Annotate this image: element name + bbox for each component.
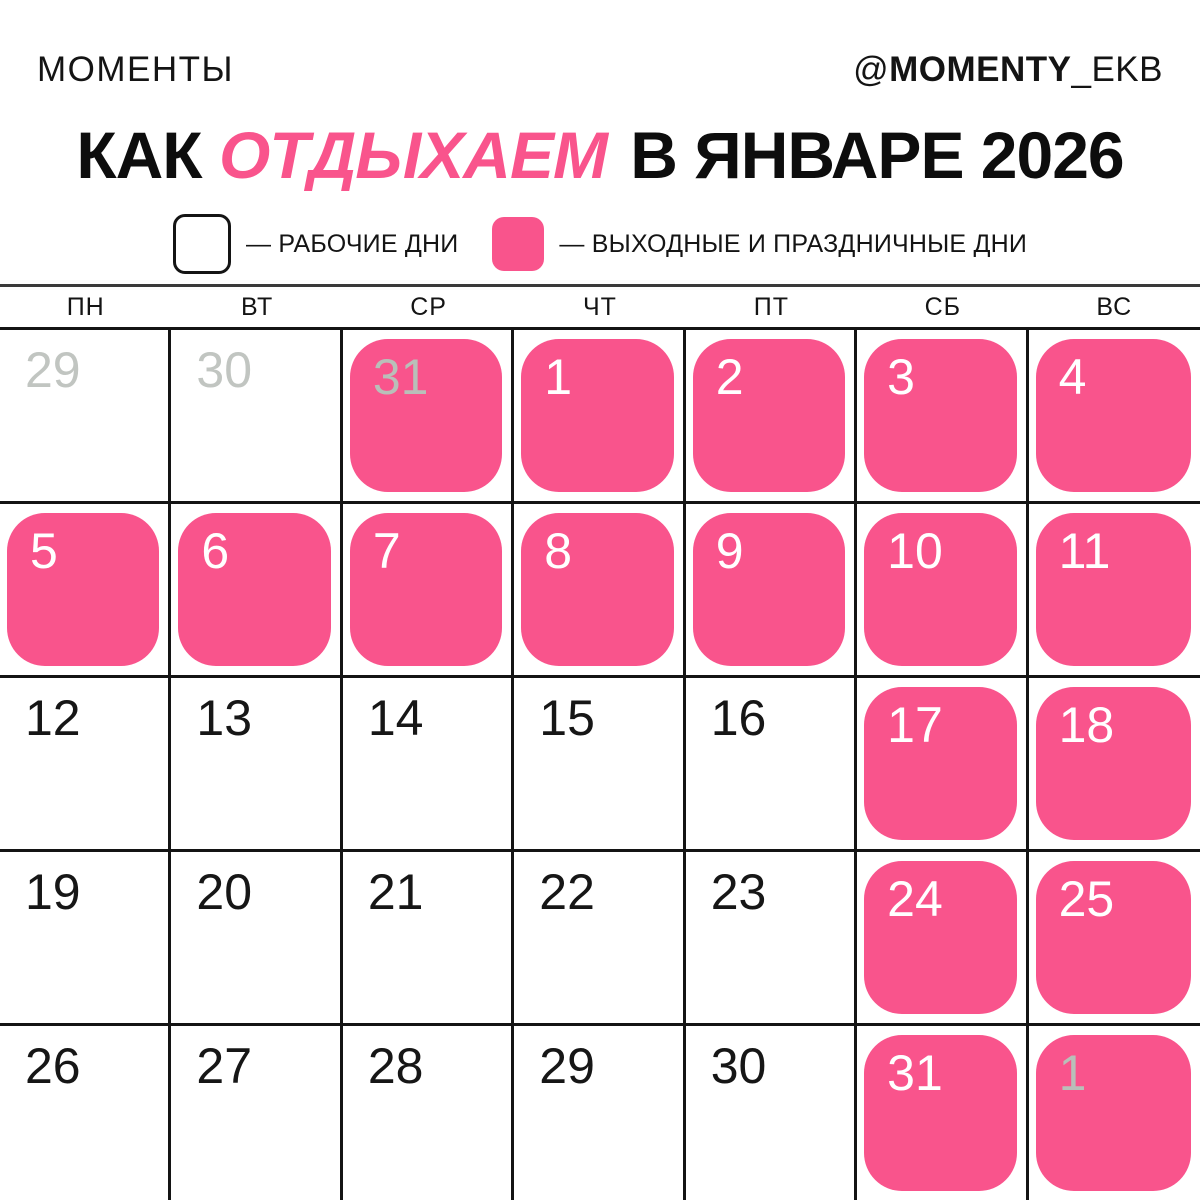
top-bar bbox=[37, 50, 1163, 90]
handle-at-sign: @ bbox=[853, 50, 890, 89]
weekday-label-sun: ВС bbox=[1096, 292, 1133, 321]
day-cell bbox=[686, 504, 857, 678]
day-cell bbox=[514, 852, 685, 1026]
handle-name: MOMENTY bbox=[889, 50, 1072, 89]
day-cell bbox=[514, 330, 685, 504]
day-number: 2 bbox=[715, 349, 744, 405]
holiday-highlight bbox=[7, 513, 159, 666]
day-cell bbox=[1029, 678, 1200, 852]
day-cell bbox=[171, 1026, 342, 1200]
holiday-swatch bbox=[492, 217, 544, 271]
holiday-highlight bbox=[864, 1035, 1016, 1191]
day-cell bbox=[171, 504, 342, 678]
day-number: 20 bbox=[196, 864, 253, 920]
day-number: 7 bbox=[372, 523, 401, 579]
holiday-highlight bbox=[1036, 687, 1191, 840]
day-cell bbox=[514, 1026, 685, 1200]
title-highlight: ОТДЫХАЕМ bbox=[218, 118, 607, 192]
day-cell bbox=[857, 852, 1028, 1026]
weekday-label-fri: ПТ bbox=[753, 292, 790, 321]
day-number: 1 bbox=[544, 349, 573, 405]
weekday-label-mon: ПН bbox=[66, 292, 105, 321]
day-cell bbox=[686, 330, 857, 504]
calendar-grid bbox=[0, 327, 1200, 1200]
day-number: 4 bbox=[1058, 349, 1087, 405]
day-number: 29 bbox=[539, 1038, 595, 1094]
holiday-highlight bbox=[1036, 339, 1191, 492]
day-number: 3 bbox=[887, 349, 915, 405]
social-handle bbox=[853, 50, 1163, 90]
day-cell bbox=[514, 504, 685, 678]
day-cell bbox=[0, 1026, 171, 1200]
legend-item-workdays bbox=[173, 214, 458, 274]
day-number: 25 bbox=[1058, 871, 1115, 927]
day-cell bbox=[1029, 852, 1200, 1026]
weekday-label-tue: ВТ bbox=[240, 292, 274, 321]
title-lead: КАК bbox=[76, 118, 202, 192]
day-number: 11 bbox=[1058, 523, 1111, 579]
holiday-highlight bbox=[1036, 1035, 1191, 1191]
day-number: 24 bbox=[887, 871, 943, 927]
weekday-label-sat: СБ bbox=[924, 292, 962, 321]
workday-swatch bbox=[173, 214, 231, 274]
holiday-highlight bbox=[350, 339, 502, 492]
day-cell bbox=[343, 330, 514, 504]
day-cell bbox=[857, 1026, 1028, 1200]
day-number: 21 bbox=[367, 864, 424, 920]
day-cell bbox=[857, 504, 1028, 678]
day-number: 10 bbox=[887, 523, 943, 579]
day-number: 30 bbox=[710, 1038, 767, 1094]
page-title bbox=[0, 118, 1200, 192]
day-number: 8 bbox=[544, 523, 573, 579]
weekday-header-row bbox=[0, 287, 1200, 327]
day-cell bbox=[171, 330, 342, 504]
day-number: 30 bbox=[196, 342, 253, 398]
day-cell bbox=[0, 852, 171, 1026]
day-number: 18 bbox=[1058, 697, 1115, 753]
day-number: 15 bbox=[539, 690, 595, 746]
day-cell bbox=[0, 504, 171, 678]
day-cell bbox=[343, 1026, 514, 1200]
day-cell bbox=[1029, 330, 1200, 504]
holiday-highlight bbox=[864, 861, 1016, 1014]
holiday-highlight bbox=[864, 687, 1016, 840]
day-number: 17 bbox=[887, 697, 943, 753]
holiday-highlight bbox=[693, 339, 845, 492]
holiday-highlight bbox=[178, 513, 330, 666]
holiday-highlight bbox=[1036, 513, 1191, 666]
day-number: 12 bbox=[25, 690, 81, 746]
day-cell bbox=[0, 330, 171, 504]
day-cell bbox=[1029, 504, 1200, 678]
brand-logo: МОМЕНТЫ bbox=[37, 50, 235, 89]
day-number: 23 bbox=[710, 864, 767, 920]
workday-label: — РАБОЧИЕ ДНИ bbox=[245, 229, 459, 258]
holiday-highlight bbox=[864, 339, 1016, 492]
day-number: 29 bbox=[25, 342, 81, 398]
holiday-highlight bbox=[350, 513, 502, 666]
day-number: 16 bbox=[710, 690, 767, 746]
day-number: 31 bbox=[372, 349, 429, 405]
day-cell bbox=[343, 852, 514, 1026]
day-cell bbox=[514, 678, 685, 852]
holiday-highlight bbox=[864, 513, 1016, 666]
day-number: 27 bbox=[196, 1038, 253, 1094]
holiday-highlight bbox=[693, 513, 845, 666]
day-number: 19 bbox=[25, 864, 81, 920]
day-cell bbox=[343, 678, 514, 852]
day-cell bbox=[686, 678, 857, 852]
legend-item-holidays bbox=[492, 217, 1027, 271]
holiday-label: — ВЫХОДНЫЕ И ПРАЗДНИЧНЫЕ ДНИ bbox=[559, 229, 1028, 258]
weekday-label-wed: СР bbox=[410, 292, 447, 321]
day-number: 6 bbox=[201, 523, 230, 579]
day-number: 26 bbox=[25, 1038, 81, 1094]
day-cell bbox=[857, 330, 1028, 504]
day-number: 22 bbox=[539, 864, 595, 920]
day-number: 28 bbox=[367, 1038, 424, 1094]
day-cell bbox=[171, 852, 342, 1026]
day-cell bbox=[0, 678, 171, 852]
weekday-label-thu: ЧТ bbox=[583, 292, 617, 321]
day-cell bbox=[343, 504, 514, 678]
handle-suffix: _EKB bbox=[1071, 50, 1163, 89]
day-cell bbox=[857, 678, 1028, 852]
day-cell bbox=[686, 1026, 857, 1200]
holiday-highlight bbox=[1036, 861, 1191, 1014]
title-tail: В ЯНВАРЕ 2026 bbox=[630, 118, 1124, 192]
holiday-highlight bbox=[521, 513, 673, 666]
day-number: 14 bbox=[367, 690, 424, 746]
day-number: 9 bbox=[715, 523, 744, 579]
legend bbox=[0, 214, 1200, 274]
day-cell bbox=[686, 852, 857, 1026]
day-number: 13 bbox=[196, 690, 253, 746]
day-cell bbox=[1029, 1026, 1200, 1200]
day-number: 5 bbox=[30, 523, 58, 579]
holiday-highlight bbox=[521, 339, 673, 492]
day-number: 1 bbox=[1058, 1045, 1087, 1101]
day-number: 31 bbox=[887, 1045, 943, 1101]
day-cell bbox=[171, 678, 342, 852]
